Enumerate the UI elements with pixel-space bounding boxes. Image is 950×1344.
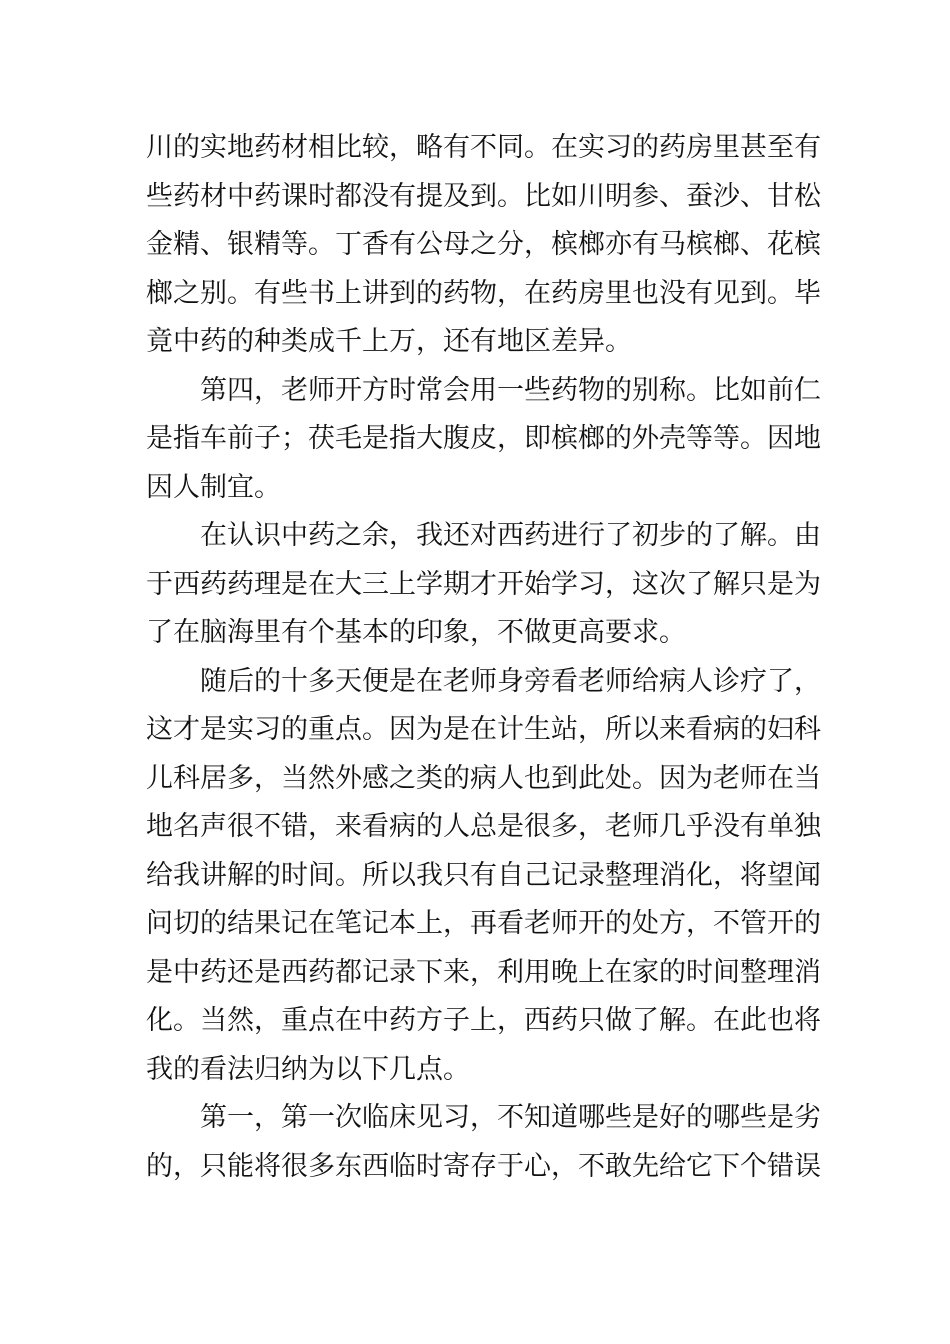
text-line: 第四，老师开方时常会用一些药物的别称。比如前仁	[200, 374, 821, 406]
text-line: 在认识中药之余，我还对西药进行了初步的了解。由	[200, 520, 821, 551]
text-line: 榔之别。有些书上讲到的药物，在药房里也没有见到。毕	[146, 277, 821, 309]
text-line: 竟中药的种类成千上万，还有地区差异。	[146, 326, 632, 357]
text-line: 化。当然，重点在中药方子上，西药只做了解。在此也将	[146, 1005, 821, 1036]
text-line: 问切的结果记在笔记本上，再看老师开的处方，不管开的	[146, 908, 821, 939]
text-line: 是中药还是西药都记录下来，利用晚上在家的时间整理消	[146, 956, 821, 988]
text-line: 这才是实习的重点。因为是在计生站，所以来看病的妇科	[146, 714, 821, 745]
body-text	[146, 124, 821, 1191]
text-line: 第一，第一次临床见习，不知道哪些是好的哪些是劣	[200, 1102, 821, 1133]
text-line: 的，只能将很多东西临时寄存于心，不敢先给它下个错误	[146, 1150, 821, 1182]
text-line: 川的实地药材相比较，略有不同。在实习的药房里甚至有	[146, 132, 821, 163]
text-line: 是指车前子；茯毛是指大腹皮，即槟榔的外壳等等。因地	[146, 423, 821, 454]
text-line: 儿科居多，当然外感之类的病人也到此处。因为老师在当	[146, 762, 821, 794]
text-line: 因人制宜。	[146, 471, 281, 503]
text-line: 我的看法归纳为以下几点。	[146, 1053, 470, 1085]
text-line: 随后的十多天便是在老师身旁看老师给病人诊疗了，	[200, 665, 821, 697]
text-line: 金精、银精等。丁香有公母之分，槟榔亦有马槟榔、花槟	[146, 229, 821, 260]
text-line: 给我讲解的时间。所以我只有自己记录整理消化，将望闻	[146, 859, 821, 891]
text-line: 地名声很不错，来看病的人总是很多，老师几乎没有单独	[146, 811, 821, 842]
text-line: 了在脑海里有个基本的印象，不做更高要求。	[146, 617, 686, 648]
text-line: 些药材中药课时都没有提及到。比如川明参、蚕沙、甘松	[146, 180, 821, 212]
text-line: 于西药药理是在大三上学期才开始学习，这次了解只是为	[146, 568, 821, 600]
